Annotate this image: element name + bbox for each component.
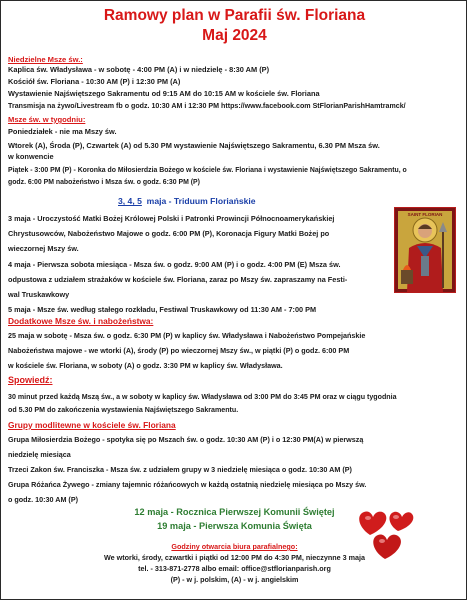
- triduum-label: maja - Triduum Floriańskie: [146, 196, 256, 206]
- prayer-group-line: Trzeci Zakon św. Franciszka - Msza św. z udziałem grupy w 3 niedzielę miesiąca o godz. 10:30 AM (P): [8, 465, 352, 474]
- sunday-masses-heading: Niedzielne Msze św.:: [8, 55, 83, 64]
- additional-line: 25 maja w sobotę - Msza św. o godz. 6:30 PM (P) w kaplicy św. Władysława i Nabożeństwo Pompejańskie: [8, 331, 366, 340]
- additional-line: Nabożeństwa majowe - we wtorki (A), środy (P) po wieczornej Mszy św., w piątki (P) o godz. 6:00 PM: [8, 346, 350, 355]
- livestream-line: Transmisja na żywo/Livestream fb o godz. 10:30 AM i 12:30 PM https://www.facebook.com StFlorianParishHamtramck/: [8, 102, 406, 110]
- weekday-line: w konwencie: [8, 152, 54, 161]
- office-hours-line: We wtorki, środy, czwartki i piątki od 12:00 PM do 4:30 PM, nieczynne 3 maja: [104, 553, 365, 562]
- hearts-icon: [348, 501, 428, 561]
- weekday-line: godz. 6:00 PM nabożeństwo i Msza św. o godz. 6:30 PM (P): [8, 179, 200, 186]
- triduum-dates: 3, 4, 5: [118, 196, 142, 206]
- page-title: Ramowy plan w Parafii św. Floriana: [103, 7, 366, 24]
- prayer-groups-heading: Grupy modlitewne w kościele św. Floriana: [8, 420, 176, 430]
- office-contact-line: tel. - 313-871-2778 albo email: office@stflorianparish.org: [138, 564, 331, 573]
- office-hours-heading: Godziny otwarcia biura parafialnego:: [171, 542, 298, 551]
- confession-line: od 5.30 PM do zakończenia wystawienia Najświętszego Sakramentu.: [8, 406, 239, 414]
- triduum-line: odpustowa z udziałem strażaków w kościele św. Floriana, zaraz po Mszy św. zapraszamy na Festi-: [8, 275, 348, 284]
- triduum-line: wieczornej Mszy św.: [8, 244, 79, 253]
- sunday-line: Kaplica św. Władysława - w sobotę - 4:00 PM (A) i w niedzielę - 8:30 AM (P): [8, 65, 270, 74]
- additional-masses-heading: Dodatkowe Msze św. i nabożeństwa:: [8, 316, 154, 326]
- triduum-line: Chrystusowców, Nabożeństwo Majowe o godz. 6:00 PM (P), Koronacja Figury Matki Bożej po: [8, 229, 330, 238]
- page-subtitle: Maj 2024: [202, 27, 267, 44]
- prayer-group-line: o godz. 10:30 AM (P): [8, 495, 79, 504]
- weekday-line: Poniedziałek - nie ma Mszy św.: [8, 127, 117, 136]
- communion-anniversary: 12 maja - Rocznica Pierwszej Komunii Świętej: [134, 507, 335, 517]
- sunday-line: Wystawienie Najświętszego Sakramentu od 9:15 AM do 10:15 AM w kościele św. Floriana: [8, 89, 320, 98]
- sunday-line: Kościół św. Floriana - 10:30 AM (P) i 12:30 PM (A): [8, 77, 181, 86]
- first-communion: 19 maja - Pierwsza Komunia Święta: [157, 521, 312, 531]
- weekday-masses-heading: Msze św. w tygodniu:: [8, 115, 86, 124]
- triduum-heading: [118, 196, 256, 207]
- saint-florian-icon: [394, 207, 456, 293]
- triduum-line: 3 maja - Uroczystość Matki Bożej Królowej Polski i Patronki Prowincji Północnoamerykańskiej: [8, 214, 335, 223]
- weekday-line: Wtorek (A), Środa (P), Czwartek (A) od 5.30 PM wystawienie Najświętszego Sakramentu, 6.30 PM Msza św.: [8, 141, 380, 150]
- confession-heading: Spowiedź:: [8, 375, 53, 385]
- prayer-group-line: Grupa Miłosierdzia Bożego - spotyka się po Mszach św. o godz. 10:30 AM (P) i o 12:30 PM(A) w pierwszą: [8, 435, 364, 444]
- confession-line: 30 minut przed każdą Mszą św., a w soboty w kaplicy św. Władysława od 3:00 PM do 3:45 PM oraz w ciągu tygodnia: [8, 393, 397, 401]
- triduum-line: 5 maja - Msze św. według stałego rozkładu, Festiwal Truskawkowy od 11:30 AM - 7:00 PM: [8, 305, 317, 314]
- triduum-line: wal Truskawkowy: [8, 290, 70, 299]
- language-legend: (P) - w j. polskim, (A) - w j. angielskim: [170, 575, 299, 584]
- weekday-line: Piątek - 3:00 PM (P) - Koronka do Miłosierdzia Bożego w kościele św. Floriana i wystawienie Najświętszego Sakramentu, o: [8, 167, 407, 174]
- prayer-group-line: Grupa Różańca Żywego - zmiany tajemnic różańcowych w każdą ostatnią niedzielę miesiąca po Mszy św.: [8, 480, 367, 489]
- icon-caption: SAINT FLORIAN: [407, 212, 443, 217]
- triduum-line: 4 maja - Pierwsza sobota miesiąca - Msza św. o godz. 9:00 AM (P) i o godz. 4:00 PM (E) Msza św.: [8, 260, 341, 269]
- prayer-group-line: niedzielę miesiąca: [8, 450, 71, 459]
- additional-line: w kościele św. Floriana, w soboty (A) o godz. 3:30 PM w kaplicy św. Władysława.: [8, 361, 283, 370]
